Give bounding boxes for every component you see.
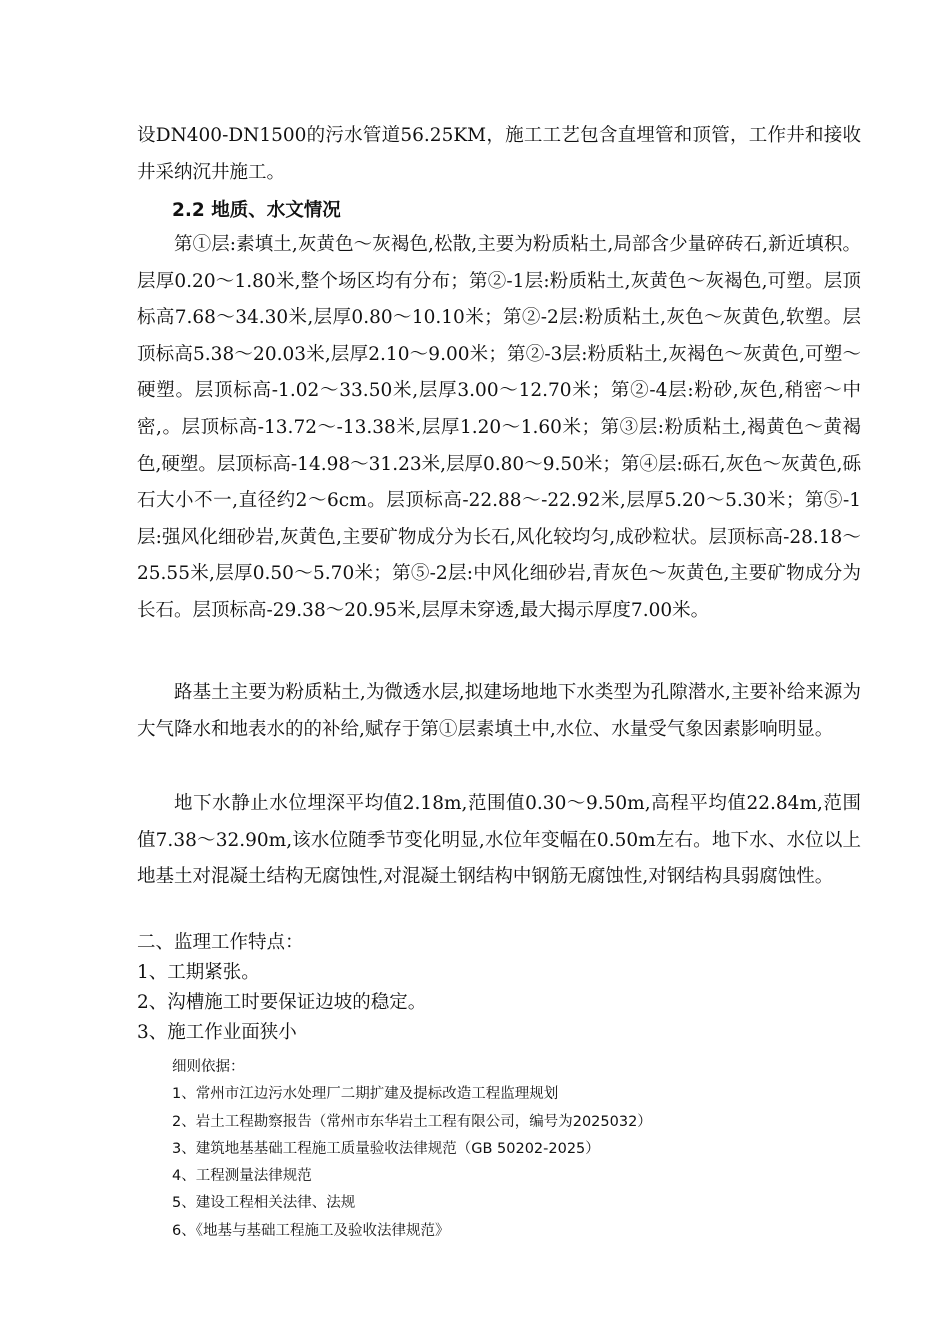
basis-item: 6、《地基与基础工程施工及验收法律规范》: [172, 1222, 450, 1239]
supervision-item-1: 1、工期紧张。: [137, 962, 260, 983]
supervision-item-2: 2、沟槽施工时要保证边坡的稳定。: [137, 992, 427, 1013]
intro-paragraph: 设DN400-DN1500的污水管道56.25KM，施工工艺包含直埋管和顶管，工作井和接收井采纳沉井施工。: [137, 125, 861, 183]
basis-item: 3、建筑地基基础工程施工质量验收法律规范（GB 50202-2025）: [172, 1140, 600, 1157]
section-heading-geology: 2.2 地质、水文情况: [172, 200, 341, 221]
soil-paragraph: 路基土主要为粉质粘土,为微透水层,拟建场地地下水类型为孔隙潜水,主要补给来源为大气降水和地表水的的补给,赋存于第①层素填土中,水位、水量受气象因素影响明显。: [137, 682, 861, 740]
geology-paragraph: 第①层:素填土,灰黄色～灰褐色,松散,主要为粉质粘土,局部含少量碎砖石,新近填积。层厚0.20～1.80米,整个场区均有分布；第②-1层:粉质粘土,灰黄色～灰褐色,可塑。层顶标高7.68～34.30米,层厚0.80～10.10米；第②-2层:粉质粘土,灰色～灰黄色,软塑。层顶标高5.38～20.03米,层厚2.10～9.00米；第②-3层:粉质粘土,灰褐色～灰黄色,可塑～硬塑。层顶标高-1.02～33.50米,层厚3.00～12.70米；第②-4层:粉砂,灰色,稍密～中密,。层顶标高-13.72～-13.38米,层厚1.20～1.60米；第③层:粉质粘土,褐黄色～黄褐色,硬塑。层顶标高-14.98～31.23米,层厚0.80～9.50米；第④层:砾石,灰色～灰黄色,砾石大小不一,直径约2～6cm。层顶标高-22.88～-22.92米,层厚5.20～5.30米；第⑤-1层:强风化细砂岩,灰黄色,主要矿物成分为长石,风化较均匀,成砂粒状。层顶标高-28.18～25.55米,层厚0.50～5.70米；第⑤-2层:中风化细砂岩,青灰色～灰黄色,主要矿物成分为长石。层顶标高-29.38～20.95米,层厚未穿透,最大揭示厚度7.00米。: [137, 234, 861, 621]
basis-item: 4、工程测量法律规范: [172, 1168, 312, 1185]
basis-item: 1、常州市江边污水处理厂二期扩建及提标改造工程监理规划: [172, 1086, 559, 1103]
supervision-item-3: 3、施工作业面狭小: [137, 1022, 297, 1043]
supervision-title: 二、监理工作特点：: [137, 932, 304, 953]
basis-item: 2、岩土工程勘察报告（常州市东华岩土工程有限公司，编号为2025032）: [172, 1113, 652, 1130]
basis-title: 细则依据：: [172, 1059, 245, 1075]
groundwater-paragraph: 地下水静止水位埋深平均值2.18m,范围值0.30～9.50m,高程平均值22.84m,范围值7.38～32.90m,该水位随季节变化明显,水位年变幅在0.50m左右。地下水、水位以上地基土对混凝土结构无腐蚀性,对混凝土钢结构中钢筋无腐蚀性,对钢结构具弱腐蚀性。: [137, 793, 861, 888]
basis-list: [172, 1054, 652, 1245]
basis-item: 5、建设工程相关法律、法规: [172, 1195, 356, 1212]
